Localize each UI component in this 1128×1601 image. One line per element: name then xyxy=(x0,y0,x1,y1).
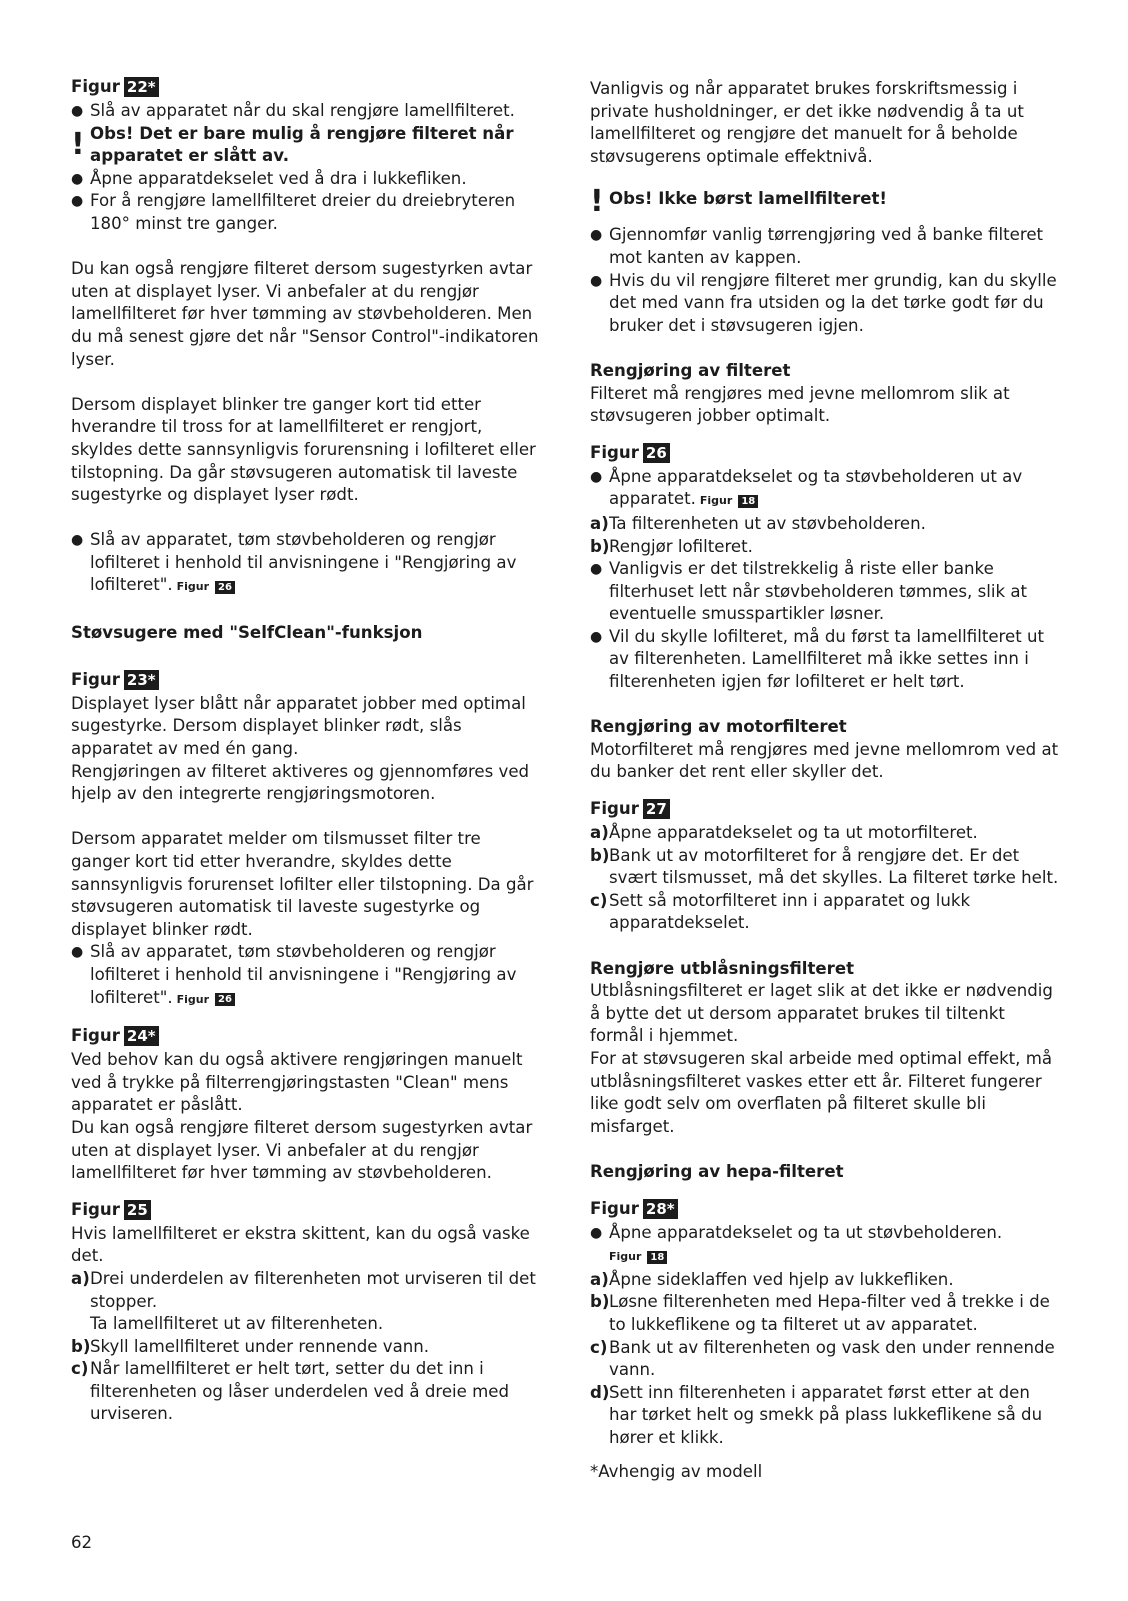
figure-reference: Figur 18 xyxy=(609,1250,667,1263)
figure-number-badge: 22* xyxy=(124,77,159,97)
step-item: b) Bank ut av motorfilteret for å rengjøre det. Er det svært tilsmusset, må det skylles. La filteret tørke helt. xyxy=(590,845,1060,890)
figure-label: Figur xyxy=(590,1198,639,1218)
list-item: ● Åpne apparatdekselet ved å dra i lukkefliken. xyxy=(71,168,539,191)
list-item: ● Gjennomfør vanlig tørrengjøring ved å banke filteret mot kanten av kappen. xyxy=(590,224,1060,269)
figure-reference: Figur 26 xyxy=(177,580,235,593)
paragraph: Dersom apparatet melder om tilsmusset filter tre ganger kort tid etter hverandre, skyldes dette sannsynligvis forurenset lofilter eller tilstopning. Da går støvsugeren automatisk til laveste sugestyrke og displayet blinker rødt. xyxy=(71,829,534,939)
figure-23-heading xyxy=(71,667,539,693)
section-heading: Rengjøre utblåsningsfilteret xyxy=(590,958,855,978)
list-item: ● Vanligvis er det tilstrekkelig å riste eller banke filterhuset lett når støvbeholderen tømmes, slik at eventuelle smusspartikler løsner. xyxy=(590,558,1060,626)
step-label: c) xyxy=(590,890,608,910)
paragraph: Du kan også rengjøre filteret dersom sugestyrken avtar uten at displayet lyser. Vi anbefaler at du rengjør lamellfilteret før hver tømming av støvbeholderen. Men du må senest gjøre det når "Sensor Control"-indikatoren lyser. xyxy=(71,259,539,369)
step-item: a) Ta filterenheten ut av støvbeholderen. xyxy=(590,513,1060,536)
bullet-icon: ● xyxy=(590,1224,603,1241)
bullet-icon: ● xyxy=(590,227,603,244)
section-heading: Støvsugere med "SelfClean"-funksjon xyxy=(71,622,423,642)
figure-label: Figur xyxy=(71,1026,120,1046)
bullet-icon: ● xyxy=(71,944,84,961)
step-label: c) xyxy=(71,1359,89,1379)
warning-icon: ! xyxy=(71,126,85,162)
paragraph: Hvis lamellfilteret er ekstra skittent, kan du også vaske det. xyxy=(71,1223,530,1266)
step-item: a) Åpne apparatdekselet og ta ut motorfilteret. xyxy=(590,822,1060,845)
section-heading: Rengjøring av hepa-filteret xyxy=(590,1161,844,1181)
footnote: *Avhengig av modell xyxy=(590,1462,763,1482)
step-label: b) xyxy=(590,1292,610,1312)
bullet-icon: ● xyxy=(590,561,603,578)
list-item: ● Slå av apparatet, tøm støvbeholderen og rengjør lofilteret i henhold til anvisningene i "Rengjøring av lofilteret". Figur 26 xyxy=(71,529,539,599)
step-item: a) Åpne sideklaffen ved hjelp av lukkefliken. xyxy=(590,1269,1060,1292)
step-label: a) xyxy=(590,823,609,843)
figure-reference: Figur 18 xyxy=(700,494,758,507)
step-label: c) xyxy=(590,1337,608,1357)
list-item: ● Slå av apparatet når du skal rengjøre lamellfilteret. xyxy=(71,100,539,123)
figure-22-heading xyxy=(71,74,539,100)
paragraph: Displayet lyser blått når apparatet jobber med optimal sugestyrke. Dersom displayet blinker rødt, slås apparatet av med én gang. xyxy=(71,693,526,759)
paragraph: Du kan også rengjøre filteret dersom sugestyrken avtar uten at displayet lyser. Vi anbefaler at du rengjør lamellfilteret før hver tømming av støvbeholderen. xyxy=(71,1117,533,1183)
step-label: b) xyxy=(590,536,610,556)
right-column xyxy=(590,78,1060,1484)
bullet-icon: ● xyxy=(590,628,603,645)
step-label: d) xyxy=(590,1382,610,1402)
section-heading: Rengjøring av filteret xyxy=(590,360,791,380)
step-item: d) Sett inn filterenheten i apparatet først etter at den har tørket helt og smekk på plass lukkeflikene så du hører et klikk. xyxy=(590,1382,1060,1450)
step-label: a) xyxy=(590,513,609,533)
list-item: ● Vil du skylle lofilteret, må du først ta lamellfilteret ut av filterenheten. Lamellfilteret må ikke settes inn i filterenheten igjen før lofilteret er helt tørt. xyxy=(590,626,1060,694)
warning-icon: ! xyxy=(590,184,604,220)
left-column xyxy=(71,74,539,1426)
bullet-icon: ● xyxy=(590,468,603,485)
step-item: c) Bank ut av filterenheten og vask den under rennende vann. xyxy=(590,1337,1060,1382)
figure-28-heading xyxy=(590,1196,1060,1222)
figure-number-badge: 25 xyxy=(124,1200,151,1220)
figure-number-badge: 28* xyxy=(643,1199,678,1219)
figure-26-heading xyxy=(590,440,1060,466)
warning-note: ! Obs! Ikke børst lamellfilteret! xyxy=(590,180,1060,224)
step-item: b) Løsne filterenheten med Hepa-filter ved å trekke i de to lukkeflikene og ta filteret ut av apparatet. xyxy=(590,1291,1060,1336)
step-item: c) Sett så motorfilteret inn i apparatet og lukk apparatdekselet. xyxy=(590,890,1060,935)
paragraph: Ved behov kan du også aktivere rengjøringen manuelt ved å trykke på filterrengjøringstasten "Clean" mens apparatet er påslått. xyxy=(71,1050,523,1115)
paragraph: Motorfilteret må rengjøres med jevne mellomrom ved at du banker det rent eller skyller det. xyxy=(590,739,1059,782)
paragraph: For at støvsugeren skal arbeide med optimal effekt, må utblåsningsfilteret vaskes etter ett år. Filteret fungerer like godt selv om overflaten på filteret skulle bli misfarget. xyxy=(590,1048,1053,1136)
step-label: b) xyxy=(71,1336,91,1356)
figure-24-heading xyxy=(71,1023,539,1049)
step-label: b) xyxy=(590,845,610,865)
step-item: b) Skyll lamellfilteret under rennende vann. xyxy=(71,1336,539,1359)
figure-label: Figur xyxy=(590,799,639,819)
paragraph: Vanligvis og når apparatet brukes forskriftsmessig i private husholdninger, er det ikke nødvendig å ta ut lamellfilteret og rengjøre det manuelt for å beholde støvsugerens optimale effektnivå. xyxy=(590,79,1024,166)
bullet-icon: ● xyxy=(71,193,84,210)
warning-note: ! Obs! Det er bare mulig å rengjøre filteret når apparatet er slått av. xyxy=(71,123,539,168)
figure-number-badge: 26 xyxy=(643,443,670,463)
bullet-icon: ● xyxy=(71,170,84,187)
list-item: ● Hvis du vil rengjøre filteret mer grundig, kan du skylle det med vann fra utsiden og la det tørke godt før du bruker det i støvsugeren igjen. xyxy=(590,270,1060,338)
figure-number-badge: 23* xyxy=(124,670,159,690)
list-item: ● Åpne apparatdekselet og ta støvbeholderen ut av apparatet. Figur 18 xyxy=(590,466,1060,513)
step-item: a) Drei underdelen av filterenheten mot urviseren til det stopper. Ta lamellfilteret ut av filterenheten. xyxy=(71,1268,539,1336)
figure-27-heading xyxy=(590,796,1060,822)
figure-number-badge: 24* xyxy=(124,1026,159,1046)
figure-number-badge: 27 xyxy=(643,799,670,819)
step-label: a) xyxy=(71,1268,90,1288)
paragraph: Filteret må rengjøres med jevne mellomrom slik at støvsugeren jobber optimalt. xyxy=(590,383,1010,426)
figure-label: Figur xyxy=(71,1199,120,1219)
section-heading: Rengjøring av motorfilteret xyxy=(590,717,847,737)
list-item: ● Åpne apparatdekselet og ta ut støvbeholderen. Figur 18 xyxy=(590,1222,1060,1269)
paragraph: Rengjøringen av filteret aktiveres og gjennomføres ved hjelp av den integrerte rengjøringsmotoren. xyxy=(71,761,530,804)
figure-label: Figur xyxy=(71,669,120,689)
step-label: a) xyxy=(590,1269,609,1289)
figure-reference: Figur 26 xyxy=(177,993,235,1006)
list-item: ● For å rengjøre lamellfilteret dreier du dreiebryteren 180° minst tre ganger. xyxy=(71,190,539,235)
bullet-icon: ● xyxy=(71,103,84,119)
bullet-icon: ● xyxy=(590,272,603,289)
list-item: ● Slå av apparatet, tøm støvbeholderen og rengjør lofilteret i henhold til anvisningene i "Rengjøring av lofilteret". Figur 26 xyxy=(71,941,539,1011)
page-number: 62 xyxy=(71,1533,93,1552)
figure-25-heading xyxy=(71,1197,539,1223)
paragraph: Dersom displayet blinker tre ganger kort tid etter hverandre til tross for at lamellfilteret er rengjort, skyldes dette sannsynligvis forurensning i lofilteret eller tilstopning. Da går støvsugeren automatisk til laveste sugestyrke og displayet lyser rødt. xyxy=(71,394,536,505)
figure-label: Figur xyxy=(71,77,120,96)
paragraph: Utblåsningsfilteret er laget slik at det ikke er nødvendig å bytte det ut dersom apparatet brukes til tiltenkt formål i hjemmet. xyxy=(590,981,1053,1046)
figure-label: Figur xyxy=(590,442,639,462)
step-item: c) Når lamellfilteret er helt tørt, setter du det inn i filterenheten og låser underdelen ved å dreie med urviseren. xyxy=(71,1358,539,1426)
step-item: b) Rengjør lofilteret. xyxy=(590,536,1060,559)
bullet-icon: ● xyxy=(71,532,84,549)
